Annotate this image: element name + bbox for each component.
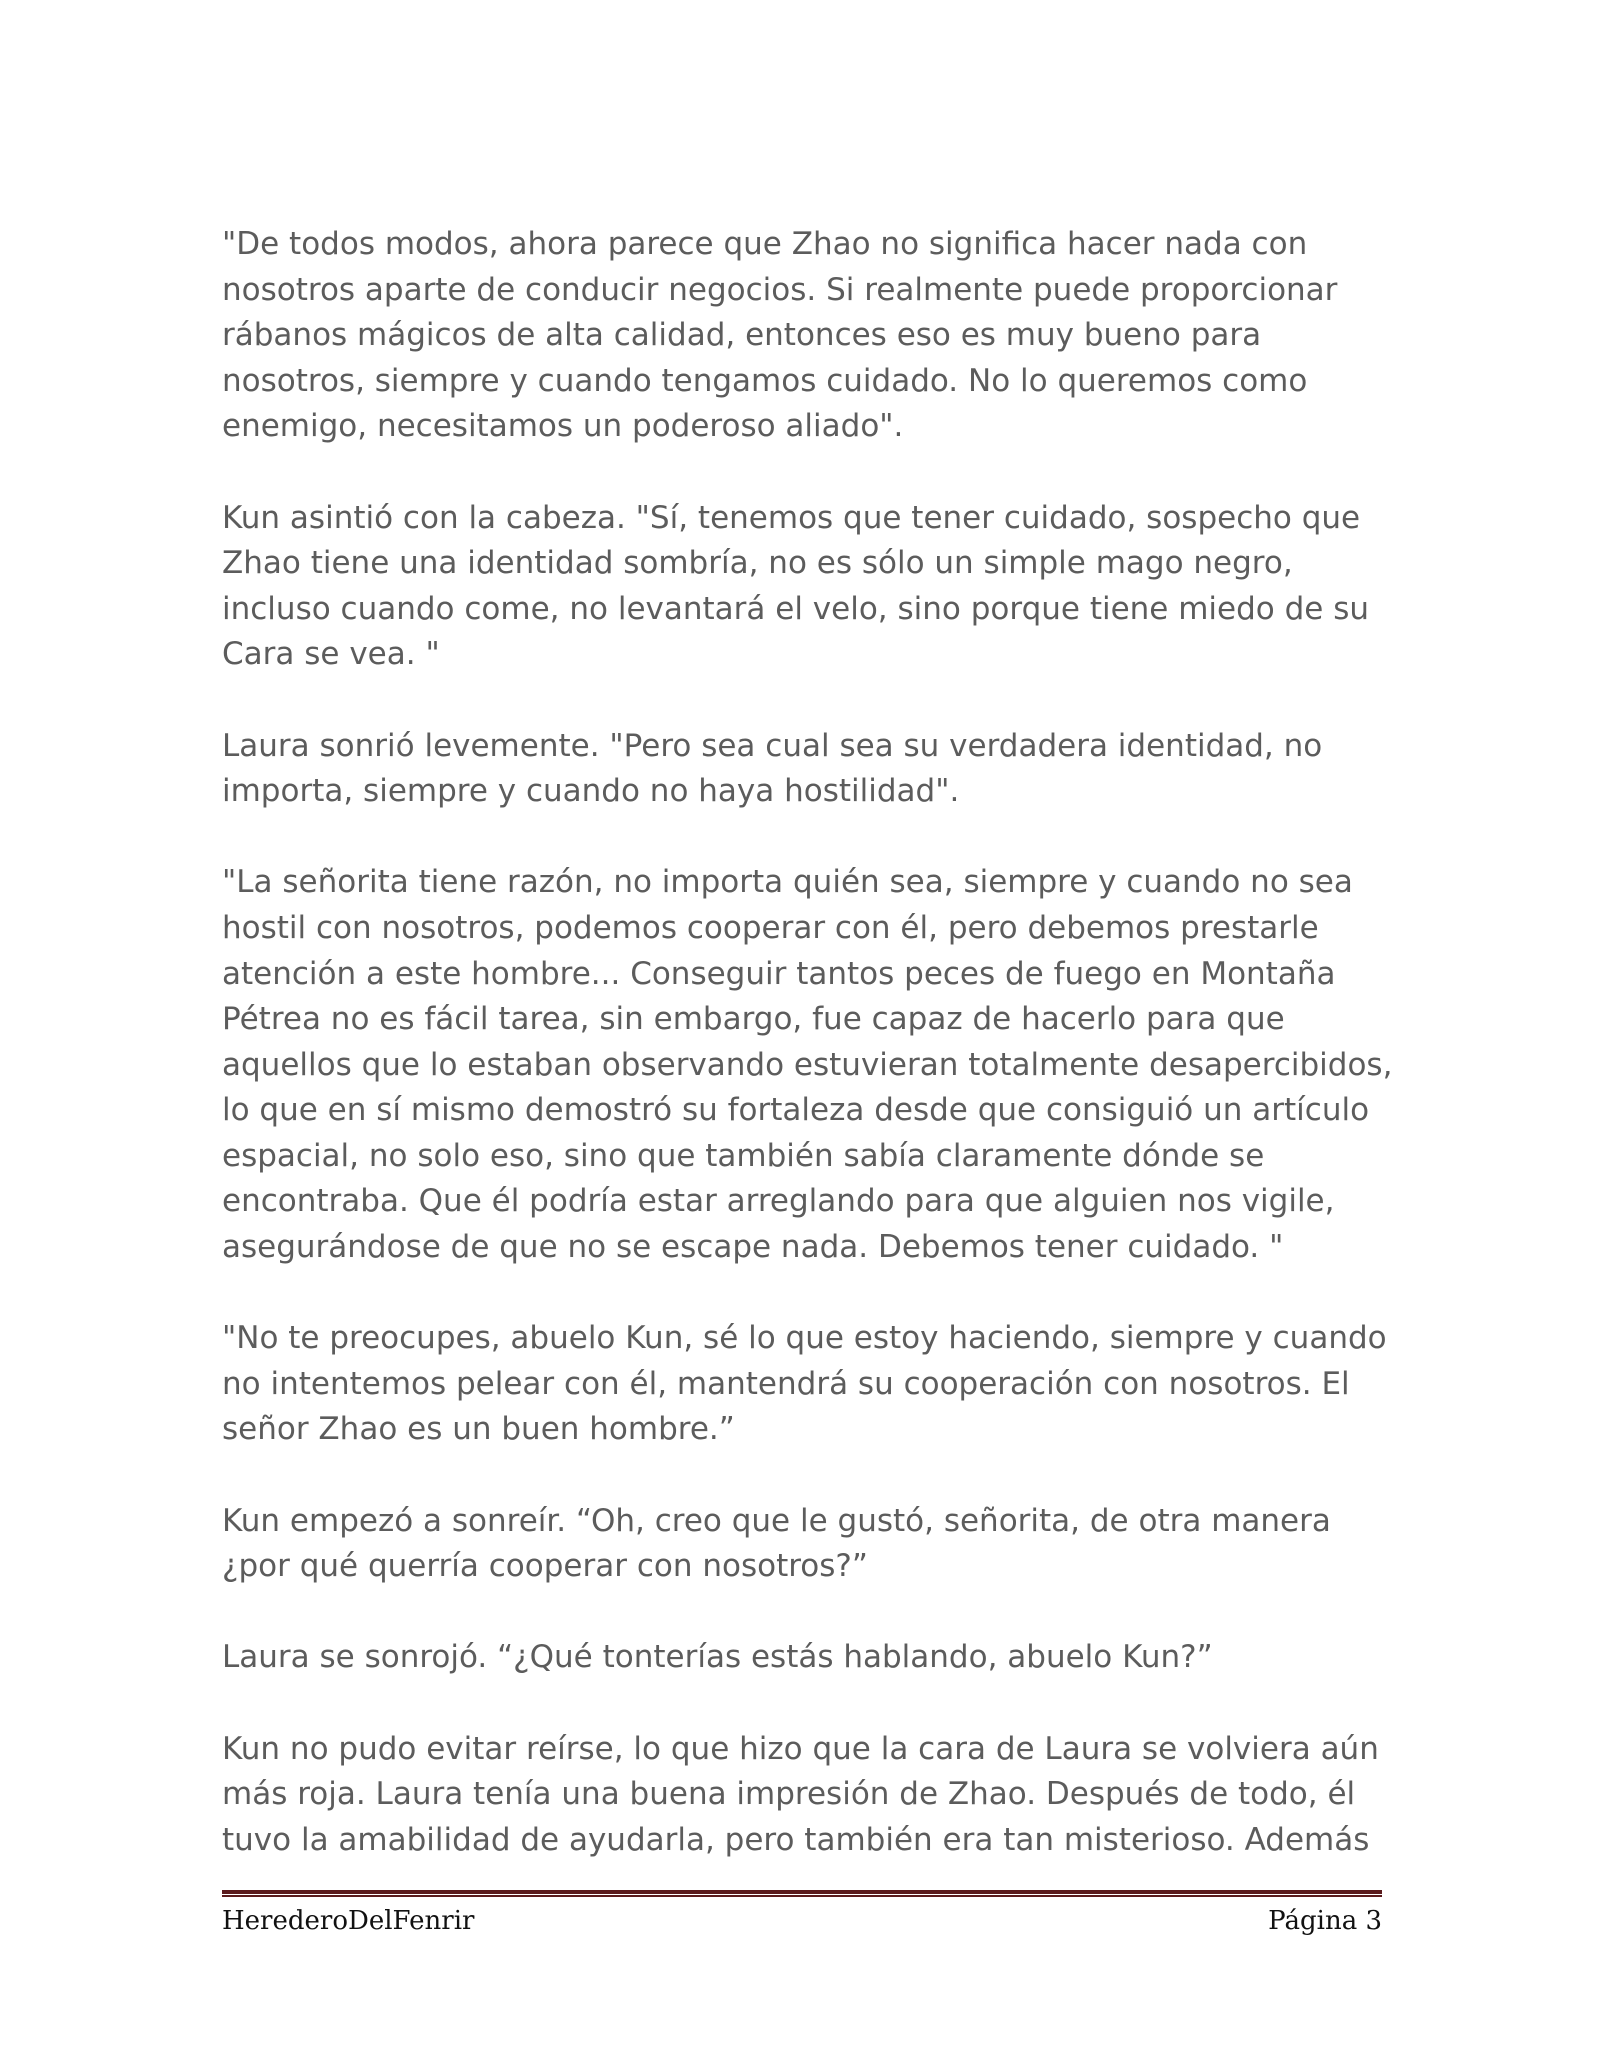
- footer-page-number: Página 3: [1268, 1906, 1382, 1936]
- paragraph-3: Laura sonrió levemente. "Pero sea cual sea su verdadera identidad, no importa, siempre y cuando no haya hostilidad".: [222, 727, 1323, 810]
- paragraph-4: "La señorita tiene razón, no importa quién sea, siempre y cuando no sea hostil con nosotros, podemos cooperar con él, pero debemos prestarle atención a este hombre... Conseguir tantos peces de fuego en Montaña Pétrea no es fácil tarea, sin embargo, fue capaz de hacerlo para que aquellos que lo estaban observando estuvieran totalmente desapercibidos, lo que en sí mismo demostró su fortaleza desde que consiguió un artículo espacial, no solo eso, sino que también sabía claramente dónde se encontraba. Que él podría estar arreglando para que alguien nos vigile, asegurándose de que no se escape nada. Debemos tener cuidado. ": [222, 864, 1393, 1266]
- paragraph-1: "De todos modos, ahora parece que Zhao no significa hacer nada con nosotros aparte de conducir negocios. Si realmente puede proporcionar rábanos mágicos de alta calidad, entonces eso es muy bueno para nosotros, siempre y cuando tengamos cuidado. No lo queremos como enemigo, necesitamos un poderoso aliado".: [222, 226, 1338, 445]
- paragraph-7: Laura se sonrojó. “¿Qué tonterías estás hablando, abuelo Kun?”: [222, 1639, 1213, 1676]
- paragraph-5: "No te preocupes, abuelo Kun, sé lo que estoy haciendo, siempre y cuando no intentemos pelear con él, mantendrá su cooperación con nosotros. El señor Zhao es un buen hombre.”: [222, 1320, 1387, 1448]
- paragraph-8: Kun no pudo evitar reírse, lo que hizo que la cara de Laura se volviera aún más roja. Laura tenía una buena impresión de Zhao. Después de todo, él tuvo la amabilidad de ayudarla, pero también era tan misterioso. Además: [222, 1730, 1379, 1858]
- footer-divider: [222, 1890, 1382, 1897]
- footer-author: HerederoDelFenrir: [222, 1906, 475, 1936]
- document-body: [222, 222, 1402, 1863]
- paragraph-2: Kun asintió con la cabeza. "Sí, tenemos que tener cuidado, sospecho que Zhao tiene una identidad sombría, no es sólo un simple mago negro, incluso cuando come, no levantará el velo, sino porque tiene miedo de su Cara se vea. ": [222, 499, 1370, 673]
- paragraph-6: Kun empezó a sonreír. “Oh, creo que le gustó, señorita, de otra manera ¿por qué querría cooperar con nosotros?”: [222, 1502, 1331, 1585]
